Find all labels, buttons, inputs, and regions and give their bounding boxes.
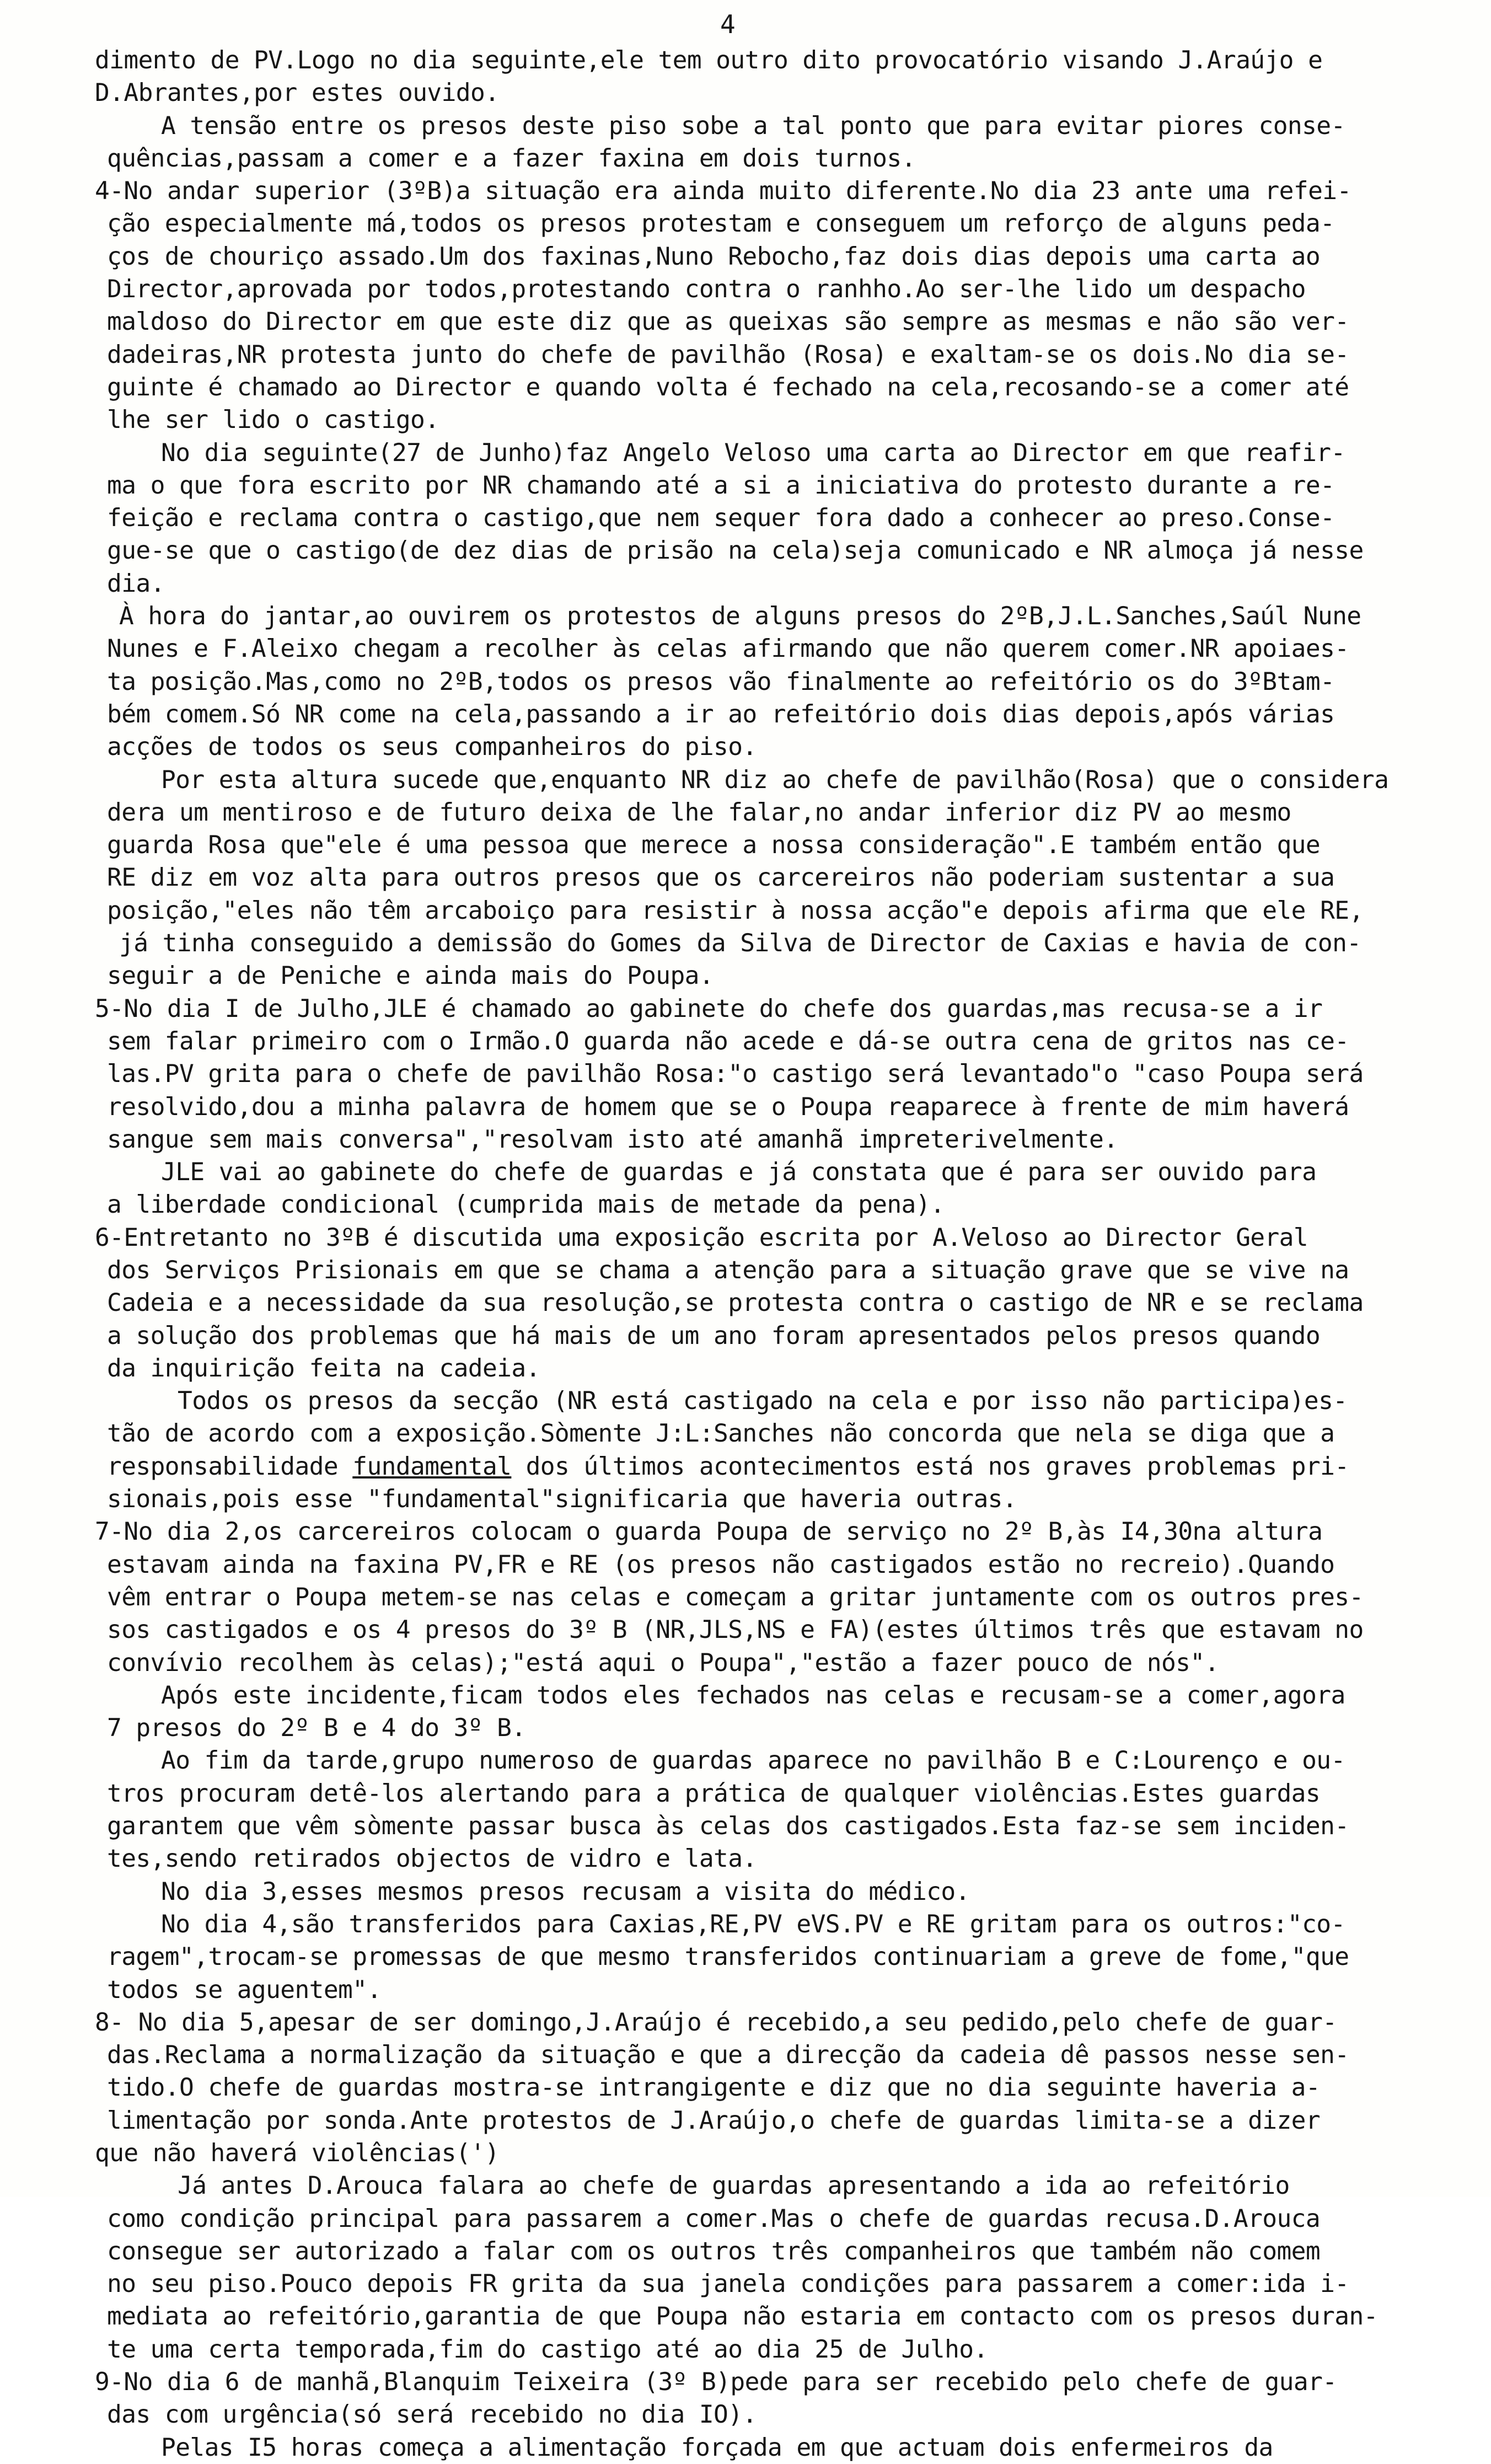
text-line: responsabilidade fundamental dos últimos acontecimentos está nos graves problemas pri- xyxy=(107,1452,1349,1481)
text-line: vêm entrar o Poupa metem-se nas celas e começam a gritar juntamente com os outros pres- xyxy=(107,1583,1364,1611)
text-line: las.PV grita para o chefe de pavilhão Rosa:"o castigo será levantado"o "caso Poupa será xyxy=(107,1060,1364,1089)
text-line: ta posição.Mas,como no 2ºB,todos os presos vão finalmente ao refeitório os do 3ºBtam- xyxy=(107,667,1335,696)
text-line: dimento de PV.Logo no dia seguinte,ele tem outro dito provocatório visando J.Araújo e xyxy=(95,46,1323,74)
text-line: A tensão entre os presos deste piso sobe a tal ponto que para evitar piores conse- xyxy=(161,111,1345,140)
text-line: sangue sem mais conversa","resolvam isto até amanhã impreterivelmente. xyxy=(107,1125,1118,1154)
text-line: dera um mentiroso e de futuro deixa de lhe falar,no andar inferior diz PV ao mesmo xyxy=(107,798,1291,827)
text-line: todos se aguentem". xyxy=(107,1975,382,2004)
text-line: limentação por sonda.Ante protestos de J.Araújo,o chefe de guardas limita-se a dizer xyxy=(107,2106,1321,2135)
text-line: das com urgência(só será recebido no dia IO). xyxy=(107,2401,757,2429)
text-line: Todos os presos da secção (NR está castigado na cela e por isso não participa)es- xyxy=(178,1387,1348,1416)
text-line: 5-No dia I de Julho,JLE é chamado ao gabinete do chefe dos guardas,mas recusa-se a ir xyxy=(95,994,1323,1023)
text-line: Já antes D.Arouca falara ao chefe de guardas apresentando a ida ao refeitório xyxy=(178,2172,1290,2200)
text-line: das.Reclama a normalização da situação e que a direcção da cadeia dê passos nesse sen- xyxy=(107,2041,1349,2070)
text-line: resolvido,dou a minha palavra de homem que se o Poupa reaparece à frente de mim haverá xyxy=(107,1092,1349,1121)
text-line: 8- No dia 5,apesar de ser domingo,J.Araújo é recebido,a seu pedido,pelo chefe de guar- xyxy=(95,2008,1337,2037)
text-line: convívio recolhem às celas);"está aqui o Poupa","estão a fazer pouco de nós". xyxy=(107,1648,1219,1677)
text-line: 7 presos do 2º B e 4 do 3º B. xyxy=(107,1714,526,1743)
page-number: 4 xyxy=(720,9,736,39)
text-line: À hora do jantar,ao ouvirem os protestos de alguns presos do 2ºB,J.L.Sanches,Saúl Nune xyxy=(119,602,1361,631)
text-line: a solução dos problemas que há mais de um ano foram apresentados pelos presos quando xyxy=(107,1321,1321,1350)
text-line: 9-No dia 6 de manhã,Blanquim Teixeira (3º B)pede para ser recebido pelo chefe de guar- xyxy=(95,2368,1337,2397)
text-line: ma o que fora escrito por NR chamando até a si a iniciativa do protesto durante a re- xyxy=(107,471,1335,500)
text-line: 6-Entretanto no 3ºB é discutida uma exposição escrita por A.Veloso ao Director Geral xyxy=(95,1223,1308,1252)
text-line: 4-No andar superior (3ºB)a situação era ainda muito diferente.No dia 23 ante uma refei- xyxy=(95,177,1351,206)
text-line: dadeiras,NR protesta junto do chefe de pavilhão (Rosa) e exaltam-se os dois.No dia se- xyxy=(107,340,1349,369)
text-line: Pelas I5 horas começa a alimentação forçada em que actuam dois enfermeiros da xyxy=(161,2433,1273,2462)
text-line: No dia 4,são transferidos para Caxias,RE,PV eVS.PV e RE gritam para os outros:"co- xyxy=(161,1910,1345,1938)
text-line: bém comem.Só NR come na cela,passando a ir ao refeitório dois dias depois,após várias xyxy=(107,700,1335,729)
text-line: da inquirição feita na cadeia. xyxy=(107,1354,540,1383)
text-line: Director,aprovada por todos,protestando contra o ranhho.Ao ser-lhe lido um despacho xyxy=(107,275,1306,304)
text-line: ços de chouriço assado.Um dos faxinas,Nuno Rebocho,faz dois dias depois uma carta ao xyxy=(107,242,1321,271)
text-line: Nunes e F.Aleixo chegam a recolher às celas afirmando que não querem comer.NR apoiaes- xyxy=(107,635,1349,663)
text-line: mediata ao refeitório,garantia de que Poupa não estaria em contacto com os presos duran- xyxy=(107,2302,1378,2331)
text-line: sos castigados e os 4 presos do 3º B (NR,JLS,NS e FA)(estes últimos três que estavam no xyxy=(107,1616,1364,1645)
text-line: tes,sendo retirados objectos de vidro e lata. xyxy=(107,1845,757,1873)
text-line: tão de acordo com a exposição.Sòmente J:L:Sanches não concorda que nela se diga que a xyxy=(107,1420,1335,1448)
text-line: a liberdade condicional (cumprida mais de metade da pena). xyxy=(107,1191,945,1219)
text-line: maldoso do Director em que este diz que as queixas são sempre as mesmas e não são ver- xyxy=(107,308,1349,336)
text-line: lhe ser lido o castigo. xyxy=(107,406,439,435)
text-line: que não haverá violências(') xyxy=(95,2139,500,2167)
text-line: dos Serviços Prisionais em que se chama a atenção para a situação grave que se vive na xyxy=(107,1256,1349,1284)
text-line: No dia seguinte(27 de Junho)faz Angelo Veloso uma carta ao Director em que reafir- xyxy=(161,438,1345,467)
text-line: Cadeia e a necessidade da sua resolução,se protesta contra o castigo de NR e se reclama xyxy=(107,1289,1364,1317)
text-line: sem falar primeiro com o Irmão.O guarda não acede e dá-se outra cena de gritos nas ce- xyxy=(107,1027,1349,1056)
text-line: no seu piso.Pouco depois FR grita da sua janela condições para passarem a comer:ida i- xyxy=(107,2270,1349,2299)
text-line: Por esta altura sucede que,enquanto NR diz ao chefe de pavilhão(Rosa) que o considera xyxy=(161,765,1389,794)
text-line: Após este incidente,ficam todos eles fechados nas celas e recusam-se a comer,agora xyxy=(161,1681,1345,1710)
text-line: No dia 3,esses mesmos presos recusam a visita do médico. xyxy=(161,1877,970,1906)
text-line: já tinha conseguido a demissão do Gomes da Silva de Director de Caxias e havia de con- xyxy=(119,929,1361,958)
text-line: RE diz em voz alta para outros presos que os carcereiros não poderiam sustentar a sua xyxy=(107,864,1335,892)
text-line: acções de todos os seus companheiros do piso. xyxy=(107,733,757,762)
text-line: posição,"eles não têm arcaboiço para resistir à nossa acção"e depois afirma que ele RE, xyxy=(107,896,1364,925)
underlined-word: fundamental xyxy=(352,1452,512,1481)
text-line: tros procuram detê-los alertando para a prática de qualquer violências.Estes guardas xyxy=(107,1779,1321,1808)
text-line: estavam ainda na faxina PV,FR e RE (os presos não castigados estão no recreio).Quando xyxy=(107,1550,1335,1579)
text-line: seguir a de Peniche e ainda mais do Poupa. xyxy=(107,962,714,990)
text-line: te uma certa temporada,fim do castigo até ao dia 25 de Julho. xyxy=(107,2335,988,2364)
text-line: feição e reclama contra o castigo,que nem sequer fora dado a conhecer ao preso.Conse- xyxy=(107,504,1335,533)
text-line: Ao fim da tarde,grupo numeroso de guardas aparece no pavilhão B e C:Lourenço e ou- xyxy=(161,1747,1345,1775)
text-line: ragem",trocam-se promessas de que mesmo transferidos continuariam a greve de fome,"que xyxy=(107,1943,1349,1972)
text-line: dia. xyxy=(107,569,165,598)
text-line: guarda Rosa que"ele é uma pessoa que merece a nossa consideração".E também então que xyxy=(107,831,1321,860)
text-line: JLE vai ao gabinete do chefe de guardas e já constata que é para ser ouvido para xyxy=(161,1158,1317,1187)
text-line: gue-se que o castigo(de dez dias de prisão na cela)seja comunicado e NR almoça já nesse xyxy=(107,537,1364,565)
text-line: consegue ser autorizado a falar com os outros três companheiros que também não comem xyxy=(107,2237,1321,2265)
body-text xyxy=(95,44,1462,2464)
text-line: D.Abrantes,por estes ouvido. xyxy=(95,79,500,108)
text-line: ção especialmente má,todos os presos protestam e conseguem um reforço de alguns peda- xyxy=(107,210,1335,238)
text-line: tido.O chefe de guardas mostra-se intrangigente e diz que no dia seguinte haveria a- xyxy=(107,2074,1321,2102)
text-line: quências,passam a comer e a fazer faxina em dois turnos. xyxy=(107,144,916,173)
text-line: guinte é chamado ao Director e quando volta é fechado na cela,recosando-se a comer até xyxy=(107,373,1349,401)
text-line: garantem que vêm sòmente passar busca às celas dos castigados.Esta faz-se sem inciden- xyxy=(107,1812,1349,1841)
text-line: sionais,pois esse "fundamental"significaria que haveria outras. xyxy=(107,1485,1017,1514)
text-line: como condição principal para passarem a comer.Mas o chefe de guardas recusa.D.Arouca xyxy=(107,2204,1321,2233)
text-line: 7-No dia 2,os carcereiros colocam o guarda Poupa de serviço no 2º B,às I4,30na altura xyxy=(95,1518,1323,1546)
